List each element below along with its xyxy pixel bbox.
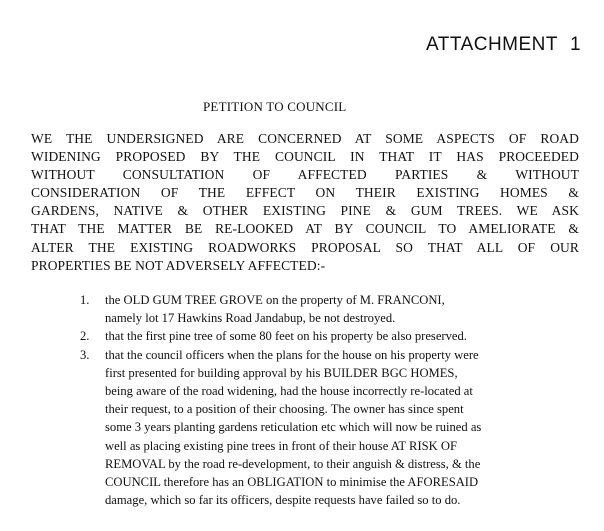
list-item (78, 327, 583, 345)
petition-intro (31, 130, 579, 275)
intro-line: PROPERTIES BE NOT ADVERSELY AFFECTED:- (31, 257, 326, 273)
list-item (78, 346, 583, 510)
item-line: COUNCIL therefore has an OBLIGATION to minimise the AFORESAID (105, 475, 479, 490)
intro-line: CONSIDERATION OF THE EFFECT ON THEIR EXISTING HOMES & (31, 185, 579, 201)
item-line: being aware of the road widening, had the house incorrectly re-located at (105, 384, 473, 399)
item-number: 1. (80, 293, 90, 307)
petition-items (78, 291, 583, 509)
item-line: that the council officers when the plans for the house on his property were (105, 347, 479, 362)
item-line: damage, which so far its officers, despite requests have failed so to do. (105, 493, 461, 508)
intro-line: GARDENS, NATIVE & OTHER EXISTING PINE & GUM TREES. WE ASK (31, 203, 579, 219)
item-line: first presented for building approval by his BUILDER BGC HOMES, (105, 365, 458, 380)
item-line: their request, to a position of their choosing. The owner has since spent (105, 402, 464, 417)
intro-line: WIDENING PROPOSED BY THE COUNCIL IN THAT IT HAS PROCEEDED (31, 149, 579, 165)
attachment-number: 1 (570, 34, 582, 55)
list-item (78, 291, 583, 327)
attachment-label: ATTACHMENT (426, 34, 559, 55)
item-line: that the first pine tree of some 80 feet on his property be also preserved. (105, 329, 467, 344)
item-line: well as placing existing pine trees in front of their house AT RISK OF (105, 438, 457, 453)
attachment-heading (426, 34, 581, 56)
item-line: REMOVAL by the road re-development, to their anguish & distress, & the (105, 456, 481, 471)
item-line: some 3 years planting gardens reticulation etc which will now be ruined as (105, 420, 482, 435)
item-number: 2. (80, 329, 90, 344)
item-line: the OLD GUM TREE GROVE on the property of M. FRANCONI, (105, 293, 445, 307)
intro-line: ALTER THE EXISTING ROADWORKS PROPOSAL SO THAT ALL OF OUR (31, 239, 579, 255)
document-title: PETITION TO COUNCIL (203, 99, 347, 114)
intro-line: WITHOUT CONSULTATION OF AFFECTED PARTIES & WITHOUT (31, 167, 579, 183)
item-number: 3. (80, 347, 90, 362)
item-line: namely lot 17 Hawkins Road Jandabup, be not destroyed. (105, 311, 396, 326)
intro-line: WE THE UNDERSIGNED ARE CONCERNED AT SOME ASPECTS OF ROAD (31, 131, 579, 146)
intro-line: THAT THE MATTER BE RE-LOOKED AT BY COUNCIL TO AMELIORATE & (31, 221, 579, 237)
